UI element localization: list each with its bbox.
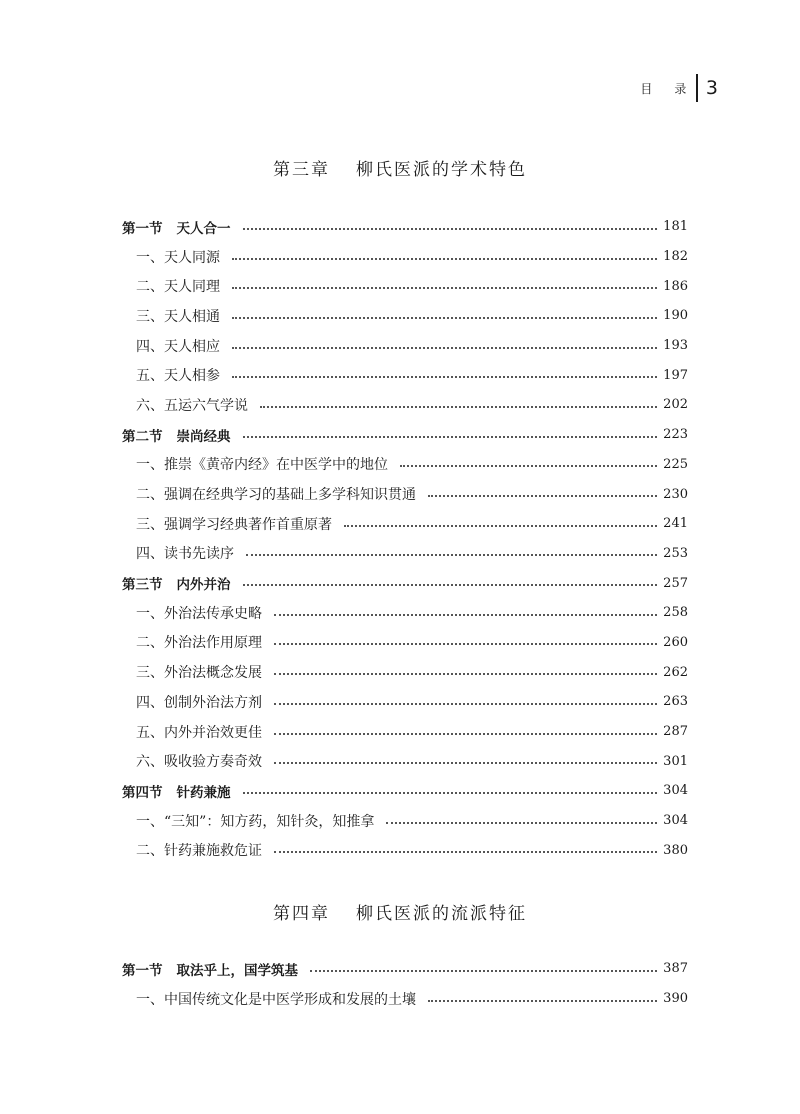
toc-page-number: 230 [663, 486, 688, 502]
toc-page-number: 258 [663, 605, 688, 621]
dot-leader [232, 376, 657, 378]
toc-entry-title: 三、外治法概念发展 [136, 665, 262, 682]
toc-page-number: 181 [663, 219, 688, 235]
toc-page-number: 304 [663, 813, 688, 829]
chapter-title: 柳氏医派的流派特征 [356, 904, 527, 924]
toc-page-number: 263 [663, 694, 688, 710]
toc-item-row [122, 331, 688, 361]
toc-entry-title: 六、吸收验方奏奇效 [136, 754, 262, 771]
toc-section-row [122, 420, 688, 450]
section-title: 针药兼施 [176, 784, 231, 801]
toc-list [122, 212, 688, 865]
dot-leader [386, 822, 657, 824]
chapter-number: 第四章 [273, 904, 330, 924]
toc-entry-title: 六、五运六气学说 [136, 397, 248, 414]
toc-page-number: 186 [663, 278, 688, 294]
section-number: 第二节 [122, 428, 163, 445]
toc-section-row [122, 212, 688, 242]
toc-list [122, 954, 688, 1013]
toc-entry-title [122, 573, 231, 593]
toc-item-row [122, 687, 688, 717]
header-divider [696, 74, 698, 102]
dot-leader [243, 584, 658, 586]
running-header [640, 74, 718, 102]
toc-entry-title: 四、读书先读序 [136, 546, 234, 563]
dot-leader [246, 554, 657, 556]
page-number: 3 [705, 77, 718, 99]
toc-entry-title: 二、天人同理 [136, 279, 220, 296]
toc-entry-title [122, 781, 231, 801]
chapter-title: 柳氏医派的学术特色 [356, 160, 527, 180]
dot-leader [274, 851, 657, 853]
toc-page-number: 202 [663, 397, 688, 413]
header-label: 录 [674, 81, 687, 96]
toc-page-number: 380 [663, 842, 688, 858]
toc-entry-title: 二、外治法作用原理 [136, 635, 262, 652]
chapter-heading [0, 899, 800, 924]
toc-item-row [122, 479, 688, 509]
toc-item-row [122, 628, 688, 658]
toc-item-row [122, 717, 688, 747]
toc-page-number: 387 [663, 961, 688, 977]
dot-leader [274, 614, 657, 616]
toc-page-number: 262 [663, 664, 688, 680]
toc-entry-title: 一、天人同源 [136, 249, 220, 266]
toc-item-row [122, 539, 688, 569]
toc-item-row [122, 271, 688, 301]
toc-section-row [122, 568, 688, 598]
toc-page-number: 301 [663, 753, 688, 769]
dot-leader [260, 406, 657, 408]
toc-item-row [122, 390, 688, 420]
toc-entry-title: 一、推崇《黄帝内经》在中医学中的地位 [136, 457, 388, 474]
dot-leader [274, 762, 657, 764]
toc-section-row [122, 776, 688, 806]
dot-leader [274, 703, 657, 705]
toc-entry-title: 一、中国传统文化是中医学形成和发展的土壤 [136, 991, 416, 1008]
section-number: 第四节 [122, 784, 163, 801]
dot-leader [243, 228, 658, 230]
dot-leader [400, 465, 657, 467]
chapter-heading [0, 155, 800, 180]
toc-entry-title: 五、内外并治效更佳 [136, 724, 262, 741]
toc-entry-title: 二、强调在经典学习的基础上多学科知识贯通 [136, 487, 416, 504]
dot-leader [243, 792, 658, 794]
dot-leader [428, 1000, 657, 1002]
section-title: 取法乎上，国学筑基 [176, 962, 298, 979]
section-title: 天人合一 [176, 220, 231, 237]
toc-entry-title: 一、外治法传承史略 [136, 605, 262, 622]
section-number: 第一节 [122, 962, 163, 979]
toc-section-row [122, 954, 688, 984]
toc-page-number: 193 [663, 338, 688, 354]
toc-item-row [122, 746, 688, 776]
toc-entry-title: 一、“三知”：知方药，知针灸，知推拿 [136, 813, 375, 830]
toc-item-row [122, 806, 688, 836]
toc-page-number: 190 [663, 308, 688, 324]
toc-page-number: 260 [663, 634, 688, 650]
dot-leader [274, 643, 657, 645]
toc-entry-title: 五、天人相参 [136, 368, 220, 385]
toc-item-row [122, 835, 688, 865]
toc-entry-title: 二、针药兼施救危证 [136, 843, 262, 860]
dot-leader [428, 495, 657, 497]
toc-item-row [122, 360, 688, 390]
dot-leader [310, 970, 657, 972]
toc-entry-title: 三、强调学习经典著作首重原著 [136, 516, 332, 533]
dot-leader [232, 317, 657, 319]
toc-page-number: 304 [663, 783, 688, 799]
dot-leader [232, 258, 657, 260]
toc-page-number: 287 [663, 724, 688, 740]
toc-page-number: 257 [663, 575, 688, 591]
toc-item-row [122, 242, 688, 272]
section-title: 内外并治 [176, 577, 231, 594]
dot-leader [232, 287, 657, 289]
toc-item-row [122, 509, 688, 539]
toc-entry-title [122, 959, 298, 979]
toc-item-row [122, 984, 688, 1014]
toc-item-row [122, 598, 688, 628]
dot-leader [344, 525, 657, 527]
toc-page-number: 253 [663, 545, 688, 561]
toc-item-row [122, 301, 688, 331]
toc-page-number: 182 [663, 249, 688, 265]
toc-item-row [122, 657, 688, 687]
section-number: 第一节 [122, 220, 163, 237]
chapter-number: 第三章 [273, 160, 330, 180]
dot-leader [274, 733, 657, 735]
toc-entry-title: 四、天人相应 [136, 338, 220, 355]
toc-item-row [122, 450, 688, 480]
toc-page-number: 197 [663, 367, 688, 383]
toc-entry-title [122, 425, 231, 445]
toc-page-number: 390 [663, 991, 688, 1007]
toc-entry-title: 四、创制外治法方剂 [136, 694, 262, 711]
dot-leader [274, 673, 657, 675]
section-title: 崇尚经典 [176, 428, 231, 445]
toc-page-number: 241 [663, 516, 688, 532]
toc-entry-title: 三、天人相通 [136, 308, 220, 325]
toc-entry-title [122, 217, 231, 237]
toc-page-number: 223 [663, 427, 688, 443]
toc-page-number: 225 [663, 456, 688, 472]
dot-leader [232, 347, 657, 349]
header-label: 目 [640, 81, 653, 96]
section-number: 第三节 [122, 577, 163, 594]
dot-leader [243, 436, 658, 438]
